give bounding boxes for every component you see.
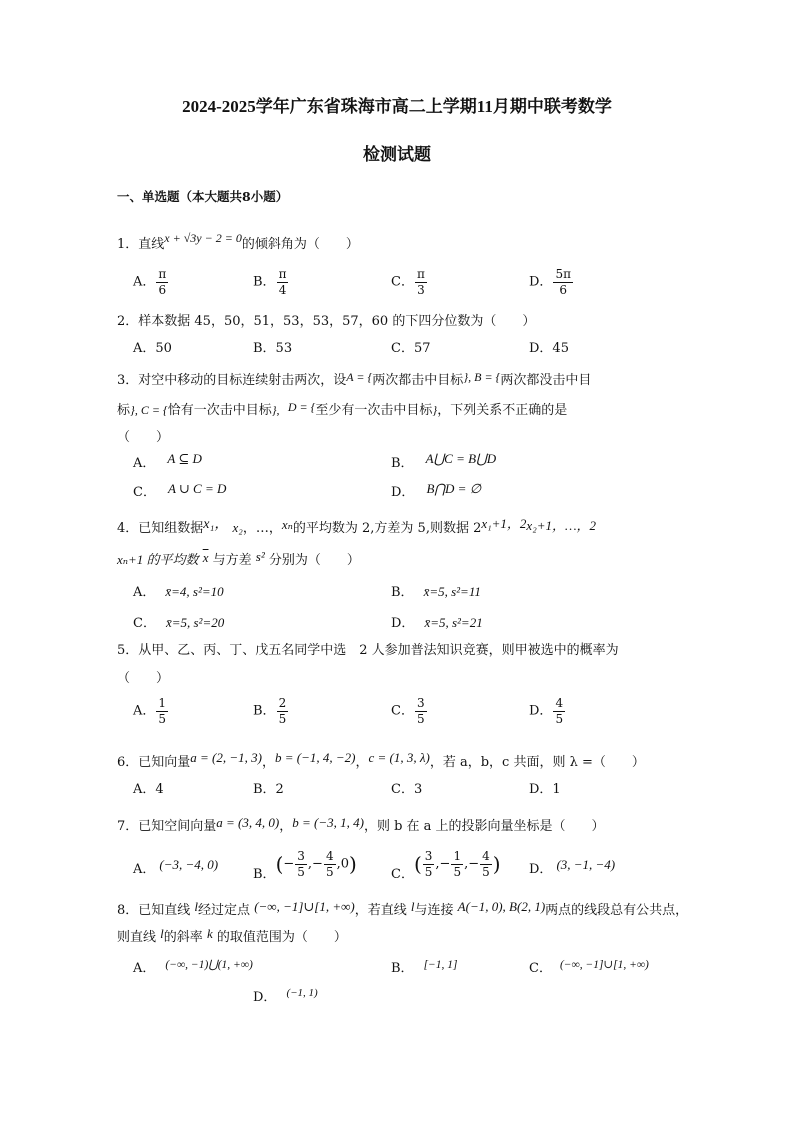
- q6-option-b: B．2: [253, 782, 284, 797]
- question-2: 2．样本数据 45，50，51，53，53，57，60 的下四分位数为（ ）: [117, 314, 536, 329]
- q1-option-a: A． $\frac{\pi}{6}$: [133, 267, 167, 297]
- q7-option-d: D． (3, −1, −4): [529, 857, 616, 877]
- q1-option-d: D． $\frac{5\pi}{6}$: [529, 267, 571, 297]
- question-3-line3: （ ）: [117, 430, 170, 445]
- page-title-line2: 检测试题: [363, 145, 431, 164]
- q2-option-a: A．50: [133, 341, 172, 356]
- q6-option-a: A．4: [133, 782, 164, 797]
- q8-option-c: C． (−∞, −1]∪[1, +∞): [529, 959, 649, 976]
- q8-option-a: A． (−∞, −1)⋃(1, +∞): [133, 959, 253, 976]
- question-8-line2: 则直线 l的斜率 k 的取值范围为（ ）: [117, 926, 347, 945]
- q5-option-a: A． $\frac{1}{5}$: [133, 696, 167, 726]
- q8-option-b: B． [−1, 1]: [391, 959, 458, 976]
- question-1: 1．直线x + √3y − 2 = 0的倾斜角为（ ）: [117, 231, 359, 252]
- q2-option-b: B．53: [253, 341, 293, 356]
- question-6: 6．已知向量a = (2, −1, 3)，b = (−1, 4, −2)，c = (1, 3, λ)，若 a，b，c 共面，则 λ =（ ）: [117, 750, 645, 770]
- q1-option-c: C． $\frac{\pi}{3}$: [391, 267, 425, 297]
- q7-option-c: C．( $\frac{3}{5}$ ,− $\frac{1}{5}$ ,− $\frac{4}{5}$ ): [391, 849, 501, 882]
- question-5-line1: 5．从甲、乙、丙、丁、戊五名同学中选 2 人参加普法知识竞赛，则甲被选中的概率为: [117, 643, 619, 658]
- question-4-line1: 4．已知组数据x₁， x₂，…，xₙ的平均数为 2,方差为 5,则数据 2x₁+1，2x₂+1，…，2: [117, 516, 597, 536]
- q1-option-b: B． $\frac{\pi}{4}$: [253, 267, 287, 297]
- q5-option-b: B． $\frac{2}{5}$: [253, 696, 287, 726]
- q4-option-b: B． x̄=5, s²=11: [391, 584, 481, 600]
- q2-option-d: D．45: [529, 341, 569, 356]
- q4-option-d: D． x̄=5, s²=21: [391, 615, 483, 631]
- q6-option-d: D．1: [529, 782, 561, 797]
- q3-option-b: B． A⋃C = B⋃D: [391, 451, 497, 471]
- q7-option-b: B．(− $\frac{3}{5}$ ,− $\frac{4}{5}$ ,0): [253, 849, 357, 882]
- question-3-line1: 3．对空中移动的目标连续射击两次，设A = {两次都击中目标}, B = {两次都没击中目: [117, 370, 592, 388]
- q5-option-d: D． $\frac{4}{5}$: [529, 696, 564, 726]
- q2-option-c: C．57: [391, 341, 431, 356]
- q3-option-d: D． B⋂D = ∅: [391, 481, 482, 500]
- q4-option-a: A． x̄=4, s²=10: [133, 584, 224, 600]
- q5-option-c: C． $\frac{3}{5}$: [391, 696, 425, 726]
- q4-option-c: C． x̄=5, s²=20: [133, 615, 225, 631]
- question-3-line2: 标}, C = {恰有一次击中目标}, D = {至少有一次击中目标}，下列关系不正确的是: [117, 400, 568, 418]
- section-heading: 一、单选题（本大题共8小题）: [117, 189, 289, 204]
- question-5-line2: （ ）: [117, 671, 170, 686]
- q3-option-c: C． A ∪ C = D: [133, 481, 227, 500]
- page-title: 2024-2025学年广东省珠海市高二上学期11月期中联考数学: [182, 97, 612, 116]
- q6-option-c: C．3: [391, 782, 423, 797]
- question-4-line2: xₙ+1 的平均数 $\overline{x}$ 与方差 s² 分别为（ ）: [117, 549, 360, 568]
- q8-option-d: D． $^{(-1, 1)}$: [253, 987, 318, 1005]
- question-8-line1: 8．已知直线 l经过定点 (−∞, −1]∪[1, +∞)，若直线 l与连接 A(−1, 0), B(2, 1)两点的线段总有公共点，: [117, 899, 689, 918]
- q3-option-a: A． A ⊆ D: [133, 451, 202, 471]
- q7-option-a: A． (−3, −4, 0): [133, 857, 219, 877]
- question-7: 7．已知空间向量a = (3, 4, 0)，b = (−3, 1, 4)，则 b 在 a 上的投影向量坐标是（ ）: [117, 815, 605, 834]
